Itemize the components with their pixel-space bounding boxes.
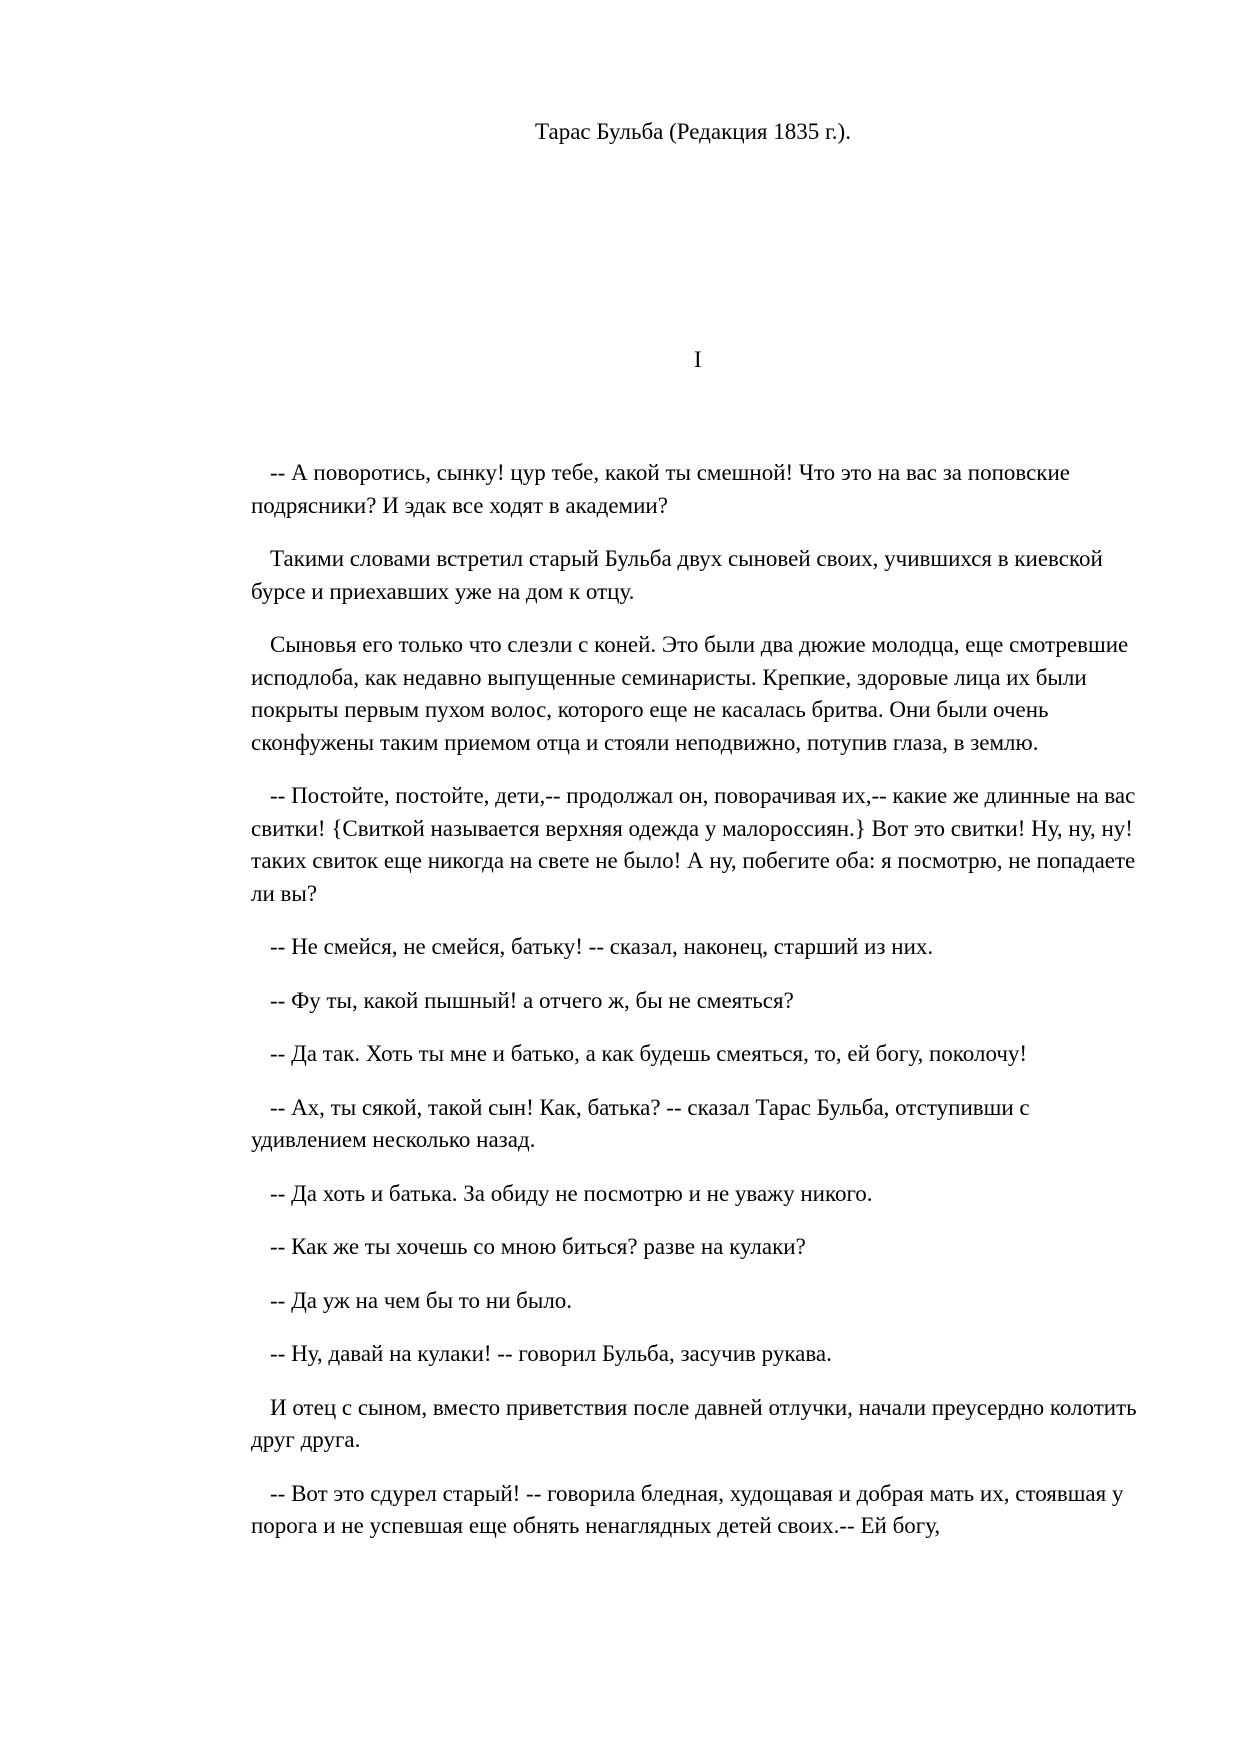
paragraph: Такими словами встретил старый Бульба двух сыновей своих, учившихся в киевской бурсе и приехавших уже на дом к отцу. [251,546,1103,604]
paragraph: -- Постойте, постойте, дети,-- продолжал он, поворачивая их,-- какие же длинные на вас свитки! {Свиткой называется верхняя одежда у малороссиян.} Вот это свитки! Ну, ну, ну! таких свиток еще никогда на свете не было! А ну, побегите оба: я посмотрю, не попадаете ли вы? [251,783,1136,906]
document-body [251,457,1143,1564]
paragraph: -- Да уж на чем бы то ни было. [270,1287,573,1313]
paragraph: Сыновья его только что слезли с коней. Это были два дюжие молодца, еще смотревшие исподлоба, как недавно выпущенные семинаристы. Крепкие, здоровые лица их были покрыты первым пухом волос, которого еще не касалась бритва. Они были очень сконфужены таким приемом отца и стояли неподвижно, потупив глаза, в землю. [251,632,1129,755]
document-title [0,118,1241,146]
paragraph: -- Ах, ты сякой, такой сын! Как, батька? -- сказал Тарас Бульба, отступивши с удивлением несколько назад. [251,1094,1030,1152]
paragraph: -- А поворотись, сынку! цур тебе, какой ты смешной! Что это на вас за поповские подрясники? И эдак все ходят в академии? [251,460,1071,518]
chapter-heading: I [694,347,702,372]
paragraph: -- Да так. Хоть ты мне и батько, а как будешь смеяться, то, ей богу, поколочу! [270,1041,1028,1066]
paragraph: -- Да хоть и батька. За обиду не посмотрю и не уважу никого. [270,1180,873,1206]
paragraph: -- Не смейся, не смейся, батьку! -- сказал, наконец, старший из них. [270,934,934,959]
paragraph: -- Как же ты хочешь со мною биться? разве на кулаки? [270,1234,806,1259]
paragraph: И отец с сыном, вместо приветствия после давней отлучки, начали преусердно колотить друг друга. [251,1394,1137,1452]
document-title-text: Тарас Бульба (Редакция 1835 г.). [535,119,851,144]
paragraph: -- Ну, давай на кулаки! -- говорил Бульба, засучив рукава. [270,1341,832,1366]
paragraph: -- Вот это сдурел старый! -- говорила бледная, худощавая и добрая мать их, стоявшая у порога и не успевшая еще обнять ненаглядных детей своих.-- Ей богу, [251,1480,1124,1538]
paragraph: -- Фу ты, какой пышный! а отчего ж, бы не смеяться? [270,987,794,1013]
